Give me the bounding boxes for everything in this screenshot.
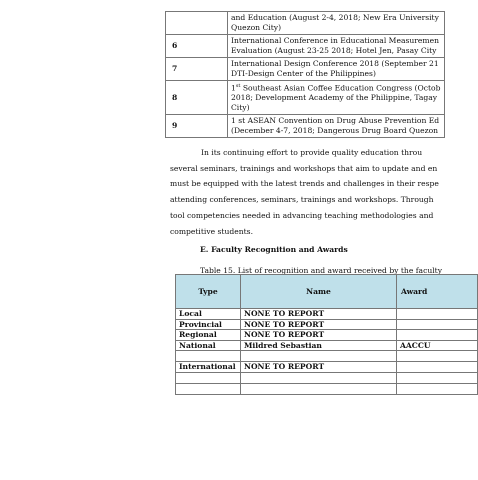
conference-number: 6 — [166, 35, 228, 58]
award-cell — [397, 372, 478, 383]
type-cell — [176, 372, 241, 383]
award-cell — [397, 319, 478, 330]
name-cell — [241, 372, 397, 383]
awards-header-row — [176, 275, 478, 309]
conference-row — [166, 12, 445, 35]
conference-description: and Education (August 2-4, 2018; New Era University Quezon City) — [228, 12, 445, 35]
table-row — [176, 309, 478, 320]
type-cell — [176, 383, 241, 394]
conference-description: International Design Conference 2018 (September 21 DTI-Design Center of the Philippines) — [228, 58, 445, 81]
conference-row — [166, 81, 445, 115]
award-cell — [397, 383, 478, 394]
award-cell: AACCU — [397, 340, 478, 351]
conference-number — [166, 12, 228, 35]
conference-description: 1st Southeast Asian Coffee Education Congress (Octob 2018; Development Academy of the Philippine, Tagay City) — [228, 81, 445, 115]
name-cell: NONE TO REPORT — [241, 319, 397, 330]
table-row — [176, 319, 478, 330]
column-header-type: Type — [176, 275, 241, 309]
conference-row — [166, 58, 445, 81]
award-cell — [397, 362, 478, 373]
name-cell: NONE TO REPORT — [241, 309, 397, 320]
conference-table — [165, 11, 445, 138]
name-cell — [241, 383, 397, 394]
conference-description: 1 st ASEAN Convention on Drug Abuse Prevention Ed (December 4-7, 2018; Dangerous Drug Board Quezon — [228, 115, 445, 138]
type-cell: Local — [176, 309, 241, 320]
table-row — [176, 372, 478, 383]
conference-row — [166, 115, 445, 138]
table-row — [176, 351, 478, 362]
name-cell: NONE TO REPORT — [241, 362, 397, 373]
type-cell: Regional — [176, 330, 241, 341]
award-cell — [397, 309, 478, 320]
type-cell: Provincial — [176, 319, 241, 330]
name-cell: NONE TO REPORT — [241, 330, 397, 341]
column-header-award: Award — [397, 275, 478, 309]
conference-number: 8 — [166, 81, 228, 115]
conference-number: 7 — [166, 58, 228, 81]
table-caption: Table 15. List of recognition and award received by the faculty — [200, 266, 442, 275]
name-cell — [241, 351, 397, 362]
body-paragraph: In its continuing effort to provide quality education throu several seminars, trainings and workshops that aim to update and en must be equipped with the latest trends and challenges in their respe attending conferences, seminars, trainings and workshops. Through tool competencies needed in advancing teaching methodologies and competitive students. — [170, 148, 439, 236]
type-cell — [176, 351, 241, 362]
award-cell — [397, 351, 478, 362]
name-cell: Mildred Sebastian — [241, 340, 397, 351]
type-cell: International — [176, 362, 241, 373]
conference-row — [166, 35, 445, 58]
table-row — [176, 383, 478, 394]
conference-description: International Conference in Educational Measuremen Evaluation (August 23-25 2018; Hotel Jen, Pasay City — [228, 35, 445, 58]
type-cell: National — [176, 340, 241, 351]
table-row — [176, 340, 478, 351]
awards-table — [175, 274, 478, 395]
table-row — [176, 362, 478, 373]
award-cell — [397, 330, 478, 341]
table-row — [176, 330, 478, 341]
conference-number: 9 — [166, 115, 228, 138]
column-header-name: Name — [241, 275, 397, 309]
section-heading: E. Faculty Recognition and Awards — [200, 245, 348, 254]
